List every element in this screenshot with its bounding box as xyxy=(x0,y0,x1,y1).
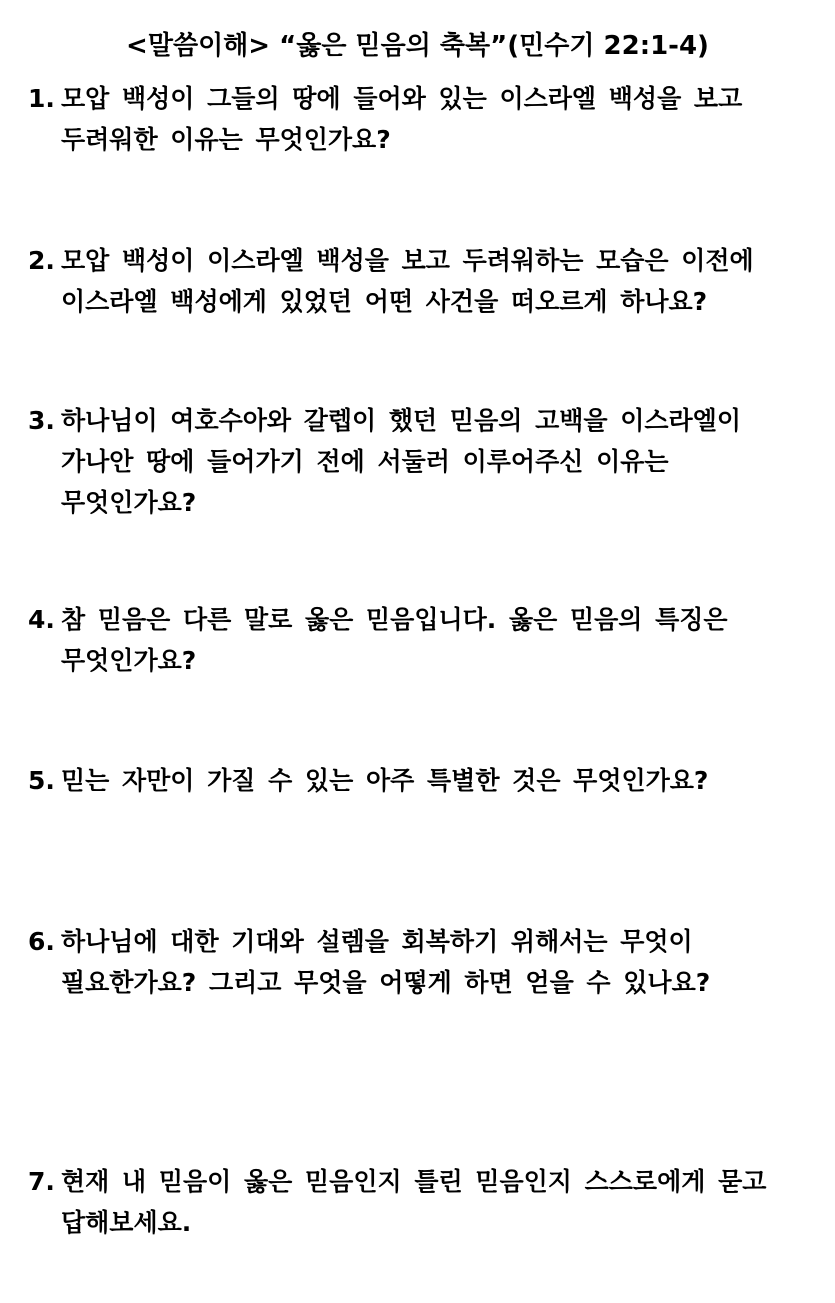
question-line: 두려워한 이유는 무엇인가요? xyxy=(61,125,391,154)
question-text xyxy=(61,921,818,1003)
question-text xyxy=(61,760,818,801)
question-line: 모압 백성이 그들의 땅에 들어와 있는 이스라엘 백성을 보고 xyxy=(61,84,743,113)
question-5 xyxy=(28,760,818,801)
question-number: 2. xyxy=(28,246,55,275)
question-line: 필요한가요? 그리고 무엇을 어떻게 하면 얻을 수 있나요? xyxy=(61,968,711,997)
question-line: 현재 내 믿음이 옳은 믿음인지 틀린 믿음인지 스스로에게 묻고 xyxy=(61,1167,767,1196)
page-title: <말씀이해> “옳은 믿음의 축복”(민수기 22:1-4) xyxy=(126,31,709,61)
question-number: 4. xyxy=(28,605,55,634)
question-number: 1. xyxy=(28,84,55,113)
question-number: 3. xyxy=(28,406,55,435)
question-line: 무엇인가요? xyxy=(61,488,197,517)
question-number: 6. xyxy=(28,927,55,956)
question-4 xyxy=(28,599,818,681)
question-line: 무엇인가요? xyxy=(61,646,197,675)
question-text xyxy=(61,599,818,681)
question-line: 참 믿음은 다른 말로 옳은 믿음입니다. 옳은 믿음의 특징은 xyxy=(61,605,728,634)
question-text xyxy=(61,1161,818,1243)
question-line: 이스라엘 백성에게 있었던 어떤 사건을 떠오르게 하나요? xyxy=(61,287,708,316)
question-line: 하나님에 대한 기대와 설렘을 회복하기 위해서는 무엇이 xyxy=(61,927,693,956)
question-2 xyxy=(28,240,818,322)
question-1 xyxy=(28,78,818,160)
question-text xyxy=(61,78,818,160)
question-line: 가나안 땅에 들어가기 전에 서둘러 이루어주신 이유는 xyxy=(61,447,669,476)
question-line: 모압 백성이 이스라엘 백성을 보고 두려워하는 모습은 이전에 xyxy=(61,246,754,275)
question-text xyxy=(61,400,818,523)
question-line: 답해보세요. xyxy=(61,1208,192,1237)
question-number: 7. xyxy=(28,1167,55,1196)
question-3 xyxy=(28,400,818,523)
question-line: 믿는 자만이 가질 수 있는 아주 특별한 것은 무엇인가요? xyxy=(61,766,709,795)
question-text xyxy=(61,240,818,322)
question-line: 하나님이 여호수아와 갈렙이 했던 믿음의 고백을 이스라엘이 xyxy=(61,406,741,435)
question-6 xyxy=(28,921,818,1003)
question-7 xyxy=(28,1161,818,1243)
question-number: 5. xyxy=(28,766,55,795)
